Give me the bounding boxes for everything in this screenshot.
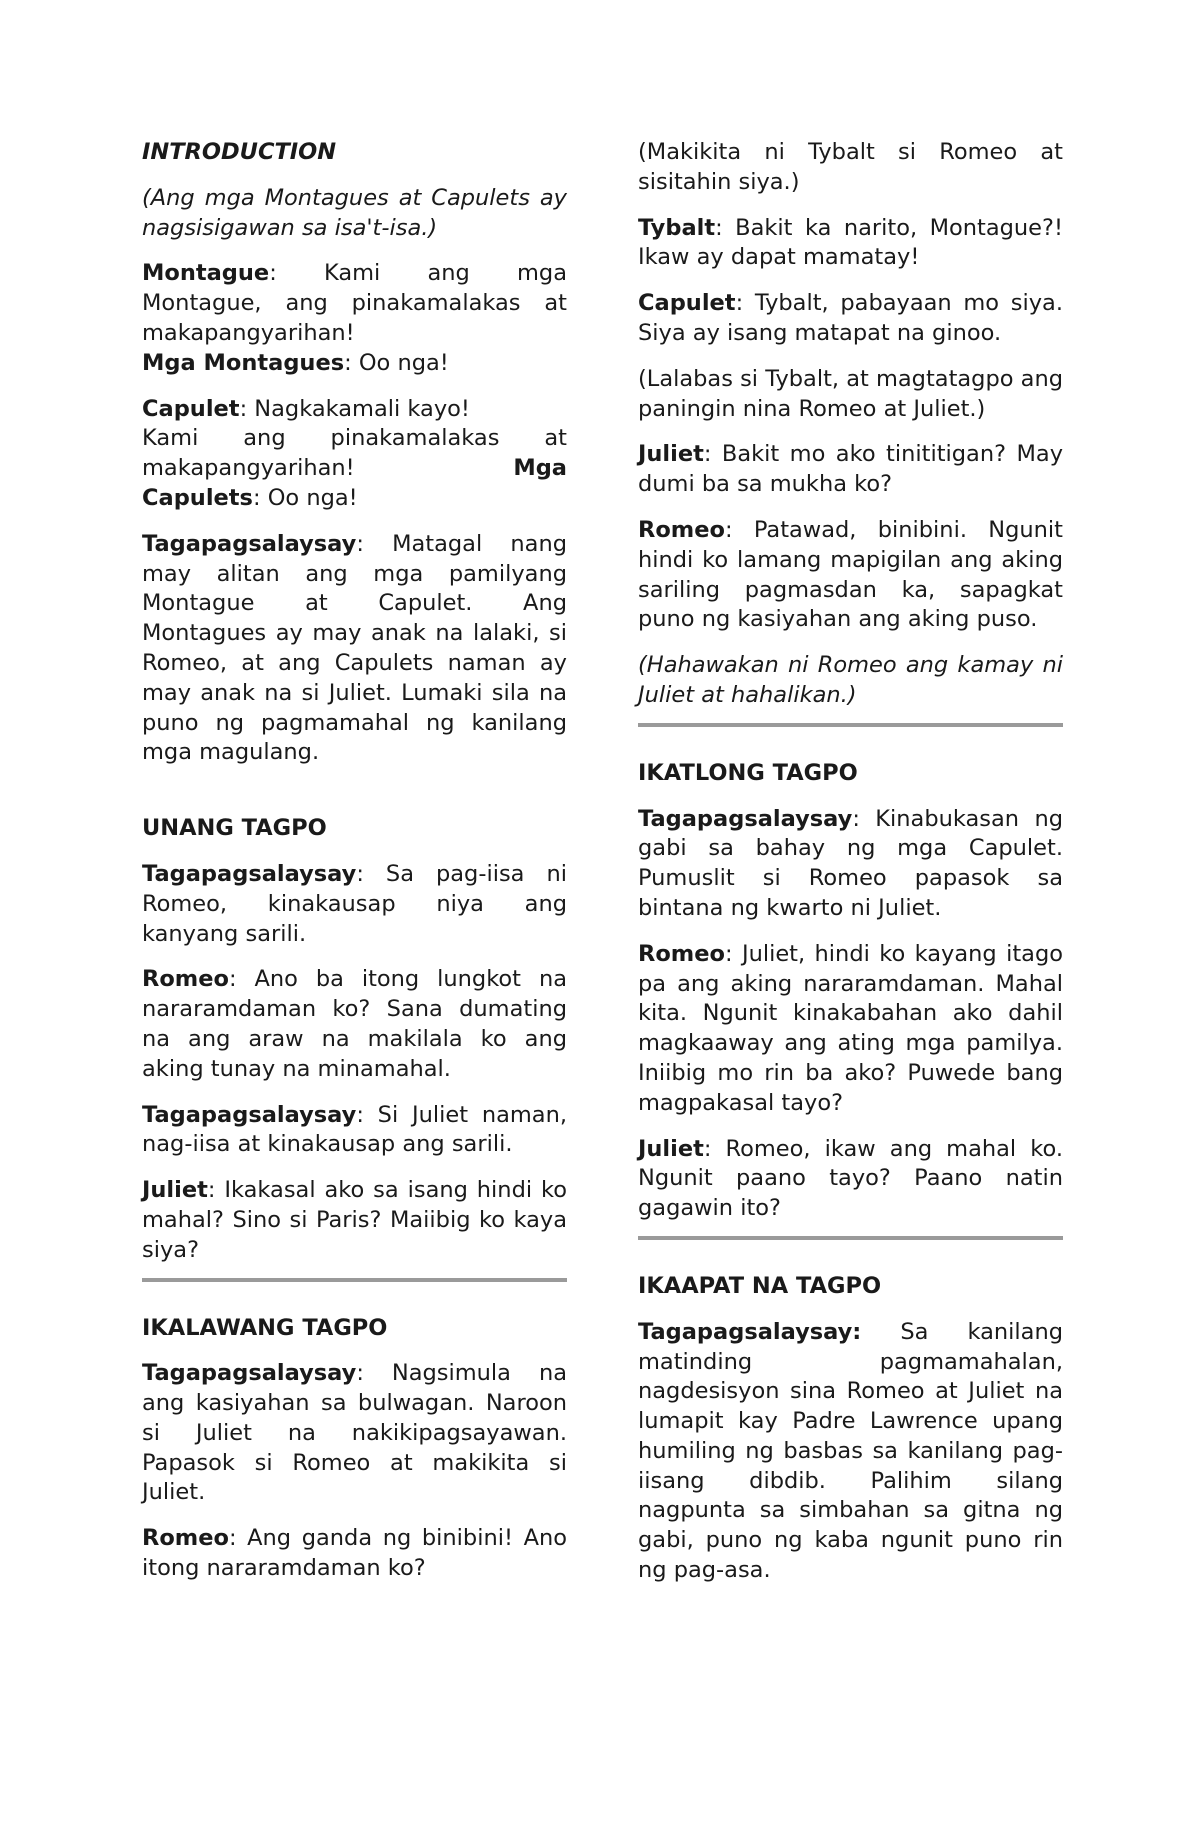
dialogue-text: Nagkakamali kayo! (254, 395, 470, 422)
dialogue-tybalt: Tybalt: Bakit ka narito, Montague?! Ikaw ay dapat mamatay! (638, 214, 1063, 271)
ikalawang-tagpo-heading: IKALAWANG TAGPO (142, 1314, 388, 1341)
dialogue-text: Bakit mo ako tinititigan? May dumi ba sa mukha ko? (638, 441, 1064, 498)
speaker-name: Romeo (638, 516, 725, 543)
dialogue-narrator (638, 1318, 1063, 1586)
dialogue-text: Romeo, ikaw ang mahal ko. Ngunit paano tayo? Paano natin gagawin ito? (638, 1135, 1063, 1222)
dialogue-text: Tybalt, pabayaan mo siya. Siya ay isang matapat na ginoo. (638, 290, 1063, 346)
speaker-name: Mga Montagues (142, 349, 345, 376)
dialogue-narrator: Tagapagsalaysay: Matagal nang may alitan ang mga pamilyang Montague at Capulet. Ang Montagues ay may anak na lalaki, si Romeo, at ang Capulets naman ay may anak na si Juliet. Lumaki sila na puno ng pagmamahal ng kanilang mga magulang. (142, 530, 568, 766)
dialogue-juliet: Juliet: Romeo, ikaw ang mahal ko. Ngunit paano tayo? Paano natin gagawin ito? (638, 1135, 1063, 1222)
dialogue-text: Nagsimula na ang kasiyahan sa bulwagan. Naroon si Juliet na nakikipagsayawan. Papasok si Romeo at makikita si Juliet. (142, 1360, 567, 1506)
dialogue-capulet: Capulet: Nagkakamali kayo! (142, 395, 470, 422)
speaker-name: Tagapagsalaysay (142, 860, 357, 887)
dialogue-text: Ikakasal ako sa isang hindi ko mahal? Sino si Paris? Maiibig ko kaya siya? (142, 1177, 568, 1263)
left-column (142, 138, 567, 1600)
spacer (638, 1240, 1063, 1272)
dialogue-text: Sa kanilang matinding pagmamahalan, nagdesisyon sina Romeo at Juliet na lumapit kay Padre Lawrence upang humiling ng basbas sa kanilang pag-iisang dibdib. Palihim silang nagpunta sa simbahan sa gitna ng gabi, puno ng kaba ngunit puno rin ng pag-asa. (638, 1318, 1063, 1584)
dialogue-romeo: Romeo: Patawad, binibini. Ngunit hindi ko lamang mapigilan ang aking sariling pagmasdan ka, sapagkat puno ng kasiyahan ang aking puso. (638, 516, 1063, 633)
stage-direction: (Hahawakan ni Romeo ang kamay ni Juliet at hahalikan.) (638, 652, 1063, 708)
dialogue-narrator: Tagapagsalaysay: Nagsimula na ang kasiyahan sa bulwagan. Naroon si Juliet na nakikipagsayawan. Papasok si Romeo at makikita si Juliet. (142, 1360, 567, 1506)
dialogue-mga-montagues: Mga Montagues: Oo nga! (142, 349, 449, 376)
speaker-name: Tybalt (638, 214, 716, 241)
dialogue-romeo: Romeo: Juliet, hindi ko kayang itago pa ang aking nararamdaman. Mahal kita. Ngunit kinakabahan ako dahil magkaaway ang ating mga pamilya. Iniibig mo rin ba ako? Puwede bang magpakasal tayo? (638, 940, 1063, 1116)
speaker-name: Juliet (142, 1177, 208, 1204)
dialogue-text: Ano ba itong lungkot na nararamdaman ko? Sana dumating na ang araw na makilala ko ang aking tunay na minamahal. (142, 966, 567, 1082)
dialogue-text: Juliet, hindi ko kayang itago pa ang aking nararamdaman. Mahal kita. Ngunit kinakabahan ako dahil magkaaway ang ating mga pamilya. Iniibig mo rin ba ako? Puwede bang magpakasal tayo? (638, 940, 1063, 1116)
dialogue-montague: Montague: Kami ang mga Montague, ang pinakamalakas at makapangyarihan! (142, 260, 567, 346)
ikaapat-tagpo-heading: IKAAPAT NA TAGPO (638, 1272, 882, 1299)
spacer (638, 727, 1063, 759)
speaker-name: Montague (142, 260, 270, 287)
speaker-name: Romeo (142, 1525, 229, 1552)
speaker-name: Romeo (142, 966, 229, 993)
dialogue-capulet-cont (142, 424, 567, 484)
dialogue-narrator: Tagapagsalaysay: Sa pag-iisa ni Romeo, kinakausap niya ang kanyang sarili. (142, 860, 567, 947)
dialogue-romeo: Romeo: Ang ganda ng binibini! Ano itong nararamdaman ko? (142, 1525, 568, 1582)
dialogue-text: Matagal nang may alitan ang mga pamilyang Montague at Capulet. Ang Montagues ay may anak na lalaki, si Romeo, at ang Capulets naman ay may anak na si Juliet. Lumaki sila na puno ng pagmamahal ng kanilang mga magulang. (142, 530, 568, 766)
dialogue-text: Oo nga! (358, 349, 449, 376)
spacer (142, 784, 567, 814)
speaker-name: Tagapagsalaysay (142, 530, 357, 557)
dialogue-narrator: Tagapagsalaysay: Kinabukasan ng gabi sa bahay ng mga Capulet. Pumuslit si Romeo papasok sa bintana ng kwarto ni Juliet. (638, 805, 1063, 921)
right-column (638, 138, 1063, 1602)
spacer (142, 1282, 567, 1314)
dialogue-text: Bakit ka narito, Montague?! Ikaw ay dapat mamatay! (638, 214, 1063, 271)
dialogue-text: Kinabukasan ng gabi sa bahay ng mga Capulet. Pumuslit si Romeo papasok sa bintana ng kwarto ni Juliet. (638, 805, 1063, 921)
introduction-heading: INTRODUCTION (142, 139, 337, 165)
unang-tagpo-heading: UNANG TAGPO (142, 815, 327, 842)
speaker-name: Capulet (142, 395, 240, 422)
speaker-name: Capulet (638, 290, 736, 317)
speaker-name: Tagapagsalaysay: (638, 1318, 862, 1345)
dialogue-juliet: Juliet: Ikakasal ako sa isang hindi ko mahal? Sino si Paris? Maiibig ko kaya siya? (142, 1177, 568, 1263)
dialogue-text: Kami ang pinakamalakas at makapangyarihan! (142, 425, 567, 482)
dialogue-romeo: Romeo: Ano ba itong lungkot na nararamdaman ko? Sana dumating na ang araw na makilala ko ang aking tunay na minamahal. (142, 966, 567, 1082)
dialogue-text: Patawad, binibini. Ngunit hindi ko lamang mapigilan ang aking sariling pagmasdan ka, sapagkat puno ng kasiyahan ang aking puso. (638, 516, 1063, 633)
speaker-name: Juliet (638, 441, 704, 468)
dialogue-text: Oo nga! (267, 484, 358, 511)
dialogue-capulet: Capulet: Tybalt, pabayaan mo siya. Siya ay isang matapat na ginoo. (638, 290, 1063, 346)
stage-direction: (Lalabas si Tybalt, at magtatagpo ang paningin nina Romeo at Juliet.) (638, 365, 1063, 422)
stage-direction: (Ang mga Montagues at Capulets ay nagsisigawan sa isa't-isa.) (142, 184, 567, 241)
dialogue-mga-capulets: Capulets: Oo nga! (142, 484, 358, 511)
speaker-name: Mga (513, 455, 567, 482)
dialogue-text: Ang ganda ng binibini! Ano itong nararamdaman ko? (142, 1525, 568, 1582)
speaker-name: Tagapagsalaysay (142, 1360, 357, 1387)
dialogue-narrator: Tagapagsalaysay: Si Juliet naman, nag-iisa at kinakausap ang sarili. (142, 1101, 567, 1158)
dialogue-juliet: Juliet: Bakit mo ako tinititigan? May dumi ba sa mukha ko? (638, 441, 1064, 498)
dialogue-text: Si Juliet naman, nag-iisa at kinakausap ang sarili. (142, 1101, 567, 1158)
stage-direction: (Makikita ni Tybalt si Romeo at sisitahin siya.) (638, 139, 1063, 195)
speaker-name: Tagapagsalaysay (142, 1101, 357, 1128)
dialogue-text: Kami ang mga Montague, ang pinakamalakas at makapangyarihan! (142, 260, 567, 346)
speaker-name: Juliet (638, 1135, 704, 1162)
speaker-name: Tagapagsalaysay (638, 805, 853, 832)
dialogue-text: Sa pag-iisa ni Romeo, kinakausap niya ang kanyang sarili. (142, 860, 567, 947)
speaker-name-capulets-tail: Capulets (142, 484, 253, 511)
ikatlong-tagpo-heading: IKATLONG TAGPO (638, 759, 858, 786)
speaker-name: Romeo (638, 940, 725, 967)
